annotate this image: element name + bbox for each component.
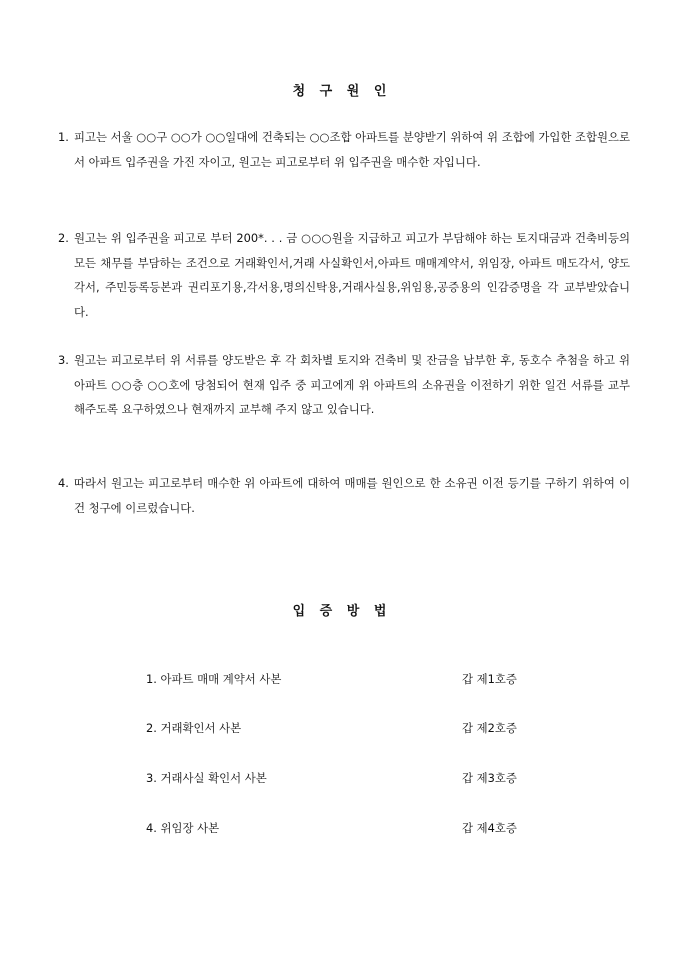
claim-text: 따라서 원고는 피고로부터 매수한 위 아파트에 대하여 매매를 원인으로 한 소유권 이전 등기를 구하기 위하여 이건 청구에 이르렀습니다. — [74, 476, 630, 515]
claim-text: 피고는 서울 ○○구 ○○가 ○○일대에 건축되는 ○○조합 아파트를 분양받기 위하여 위 조합에 가입한 조합원으로서 아파트 입주권을 가진 자이고, 원고는 피고로부터 위 입주권을 매수한 자입니다. — [74, 130, 630, 169]
evidence-item — [146, 818, 546, 838]
claim-number: 2. — [58, 231, 69, 245]
claim-item — [58, 348, 630, 422]
claim-item — [58, 226, 630, 324]
claim-text: 원고는 위 입주권을 피고로 부터 200*. . . 금 ○○○원을 지급하고 피고가 부담해야 하는 토지대금과 건축비등의 모든 채무를 부담하는 조건으로 거래확인서,거래 사실확인서,아파트 매매계약서, 위임장, 아파트 매도각서, 양도각서, 주민등록등본과 권리포기용,각서용,명의신탁용,거래사실용,위임용,공증용의 인감증명을 각 교부받았습니다. — [74, 231, 630, 319]
claim-item — [58, 471, 630, 520]
claim-number: 1. — [58, 130, 69, 144]
evidence-title: 3. 거래사실 확인서 사본 — [146, 771, 267, 785]
claim-item — [58, 125, 630, 174]
evidence-title: 2. 거래확인서 사본 — [146, 721, 242, 735]
claim-text: 원고는 피고로부터 위 서류를 양도받은 후 각 회차별 토지와 건축비 및 잔금을 납부한 후, 동호수 추첨을 하고 위 아파트 ○○층 ○○호에 당첨되어 현재 입주 중 피고에게 위 아파트의 소유권을 이전하기 위한 일건 서류를 교부해주도록 요구하였으나 현재까지 교부해 주지 않고 있습니다. — [74, 353, 630, 416]
evidence-title: 4. 위임장 사본 — [146, 821, 220, 835]
evidence-item — [146, 669, 546, 689]
evidence-code: 갑 제4호증 — [462, 821, 517, 835]
evidence-item — [146, 768, 546, 788]
evidence-method-heading: 입 증 방 법 — [292, 604, 388, 619]
evidence-item — [146, 718, 546, 738]
claim-number: 4. — [58, 476, 69, 490]
evidence-code: 갑 제3호증 — [462, 771, 517, 785]
cause-of-claim-heading: 청 구 원 인 — [292, 84, 388, 99]
claim-number: 3. — [58, 353, 69, 367]
evidence-code: 갑 제1호증 — [462, 672, 517, 686]
evidence-title: 1. 아파트 매매 계약서 사본 — [146, 672, 282, 686]
evidence-code: 갑 제2호증 — [462, 721, 517, 735]
